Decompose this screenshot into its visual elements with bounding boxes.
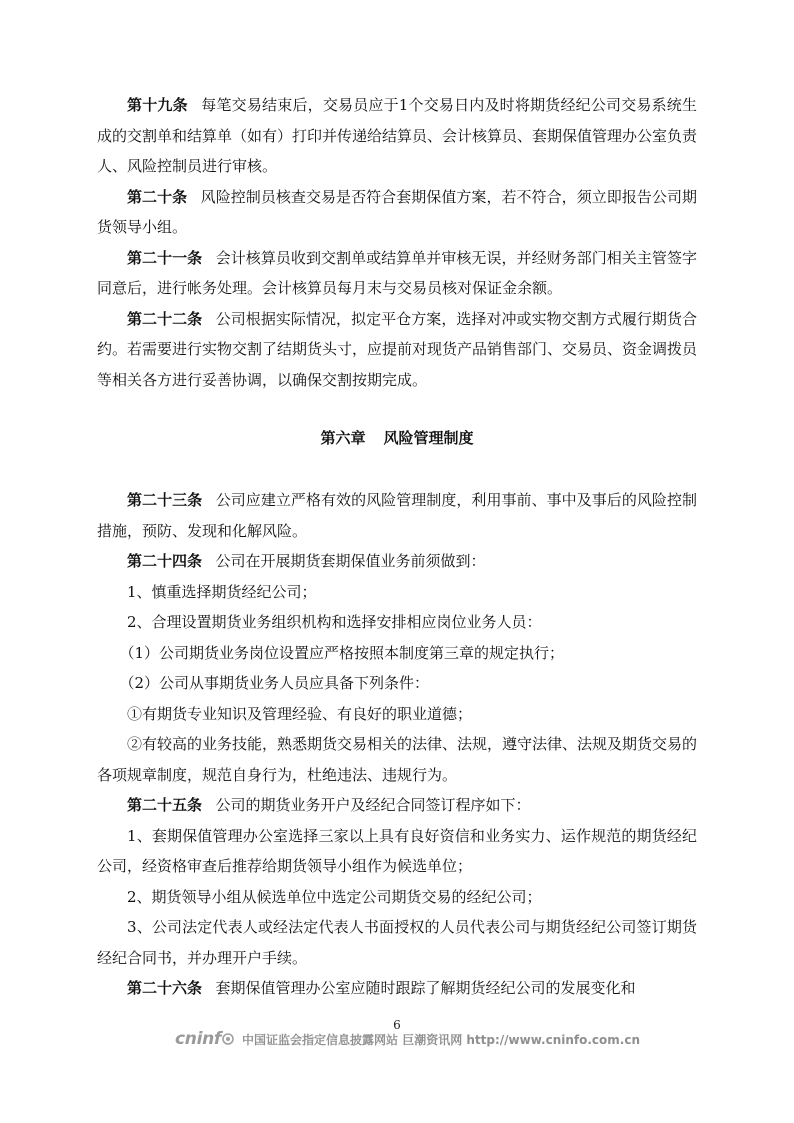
- article-label: 第二十二条: [127, 309, 203, 328]
- list-item: 1、套期保值管理办公室选择三家以上具有良好资信和业务实力、运作规范的期货经纪公司，经资格审查后推荐给期货领导小组作为候选单位；: [97, 826, 697, 875]
- list-item: 2、期货领导小组从候选单位中选定公司期货交易的经纪公司；: [127, 887, 542, 906]
- article-text: 会计核算员收到交割单或结算单并审核无误，并经财务部门相关主管签字同意后，进行帐务处理。会计核算员每月末与交易员核对保证金余额。: [97, 248, 697, 297]
- article-text: 套期保值管理办公室应随时跟踪了解期货经纪公司的发展变化和: [215, 979, 636, 997]
- article-text: 每笔交易结束后，交易员应于1个交易日内及时将期货经纪公司交易系统生成的交割单和结算单（如有）打印并传递给结算员、会计核算员、套期保值管理办公室负责人、风险控制员进行审核。: [97, 96, 698, 175]
- article-25: [97, 790, 697, 821]
- article-26: [97, 973, 697, 1004]
- logo-mark-icon: [222, 1033, 234, 1045]
- article-20: [97, 182, 697, 243]
- article-label: 第二十四条: [127, 552, 203, 570]
- article-label: 第二十五条: [127, 796, 203, 814]
- list-item: ②有较高的业务技能，熟悉期货交易相关的法律、法规，遵守法律、法规及期货交易的各项规章制度，规范自身行为，杜绝违法、违规行为。: [97, 735, 698, 784]
- article-label: 第十九条: [127, 96, 188, 114]
- article-text: 公司根据实际情况，拟定平仓方案，选择对冲或实物交割方式履行期货合约。若需要进行实物交割了结期货头寸，应提前对现货产品销售部门、交易员、资金调拨员等相关各方进行妥善协调，以确保交割按期完成。: [97, 309, 698, 389]
- list-item: （2）公司从事期货业务人员应具备下列条件：: [119, 674, 430, 692]
- footer-watermark: [175, 1029, 640, 1049]
- list-item: 3、公司法定代表人或经法定代表人书面授权的人员代表公司与期货经纪公司签订期货经纪合同书，并办理开户手续。: [97, 918, 697, 967]
- article-19: [97, 90, 697, 182]
- chapter-heading: [97, 423, 697, 453]
- logo-text: cninf: [175, 1029, 222, 1049]
- document-body: [97, 90, 697, 1004]
- article-label: 第二十一条: [127, 248, 203, 267]
- cninf-logo: [175, 1029, 234, 1049]
- list-item: ①有期货专业知识及管理经验、有良好的职业道德；: [127, 704, 473, 723]
- article-text: 风险控制员核查交易是否符合套期保值方案，若不符合，须立即报告公司期货领导小组。: [97, 187, 697, 236]
- article-24: [97, 546, 697, 577]
- article-text: 公司的期货业务开户及经纪合同签订程序如下：: [215, 796, 531, 814]
- article-22: [97, 304, 697, 396]
- article-23: [97, 485, 697, 546]
- page-number: 6: [393, 1018, 401, 1032]
- footer-text: 中国证监会指定信息披露网站 巨潮资讯网 http://www.cninfo.com.cn: [242, 1032, 641, 1047]
- article-text: 公司在开展期货套期保值业务前须做到：: [215, 552, 486, 570]
- list-item: 2、合理设置期货业务组织机构和选择安排相应岗位业务人员：: [127, 613, 542, 631]
- list-item: （1）公司期货业务岗位设置应严格按照本制度第三章的规定执行；: [119, 643, 565, 662]
- article-label: 第二十六条: [127, 979, 203, 997]
- article-text: 公司应建立严格有效的风险管理制度，利用事前、事中及事后的风险控制措施，预防、发现和化解风险。: [97, 491, 697, 540]
- article-label: 第二十条: [127, 187, 188, 206]
- article-21: [97, 243, 697, 304]
- article-label: 第二十三条: [127, 491, 203, 509]
- chapter-number: 第六章: [320, 429, 366, 447]
- list-item: 1、慎重选择期货经纪公司；: [127, 582, 317, 601]
- chapter-title: 风险管理制度: [383, 429, 474, 447]
